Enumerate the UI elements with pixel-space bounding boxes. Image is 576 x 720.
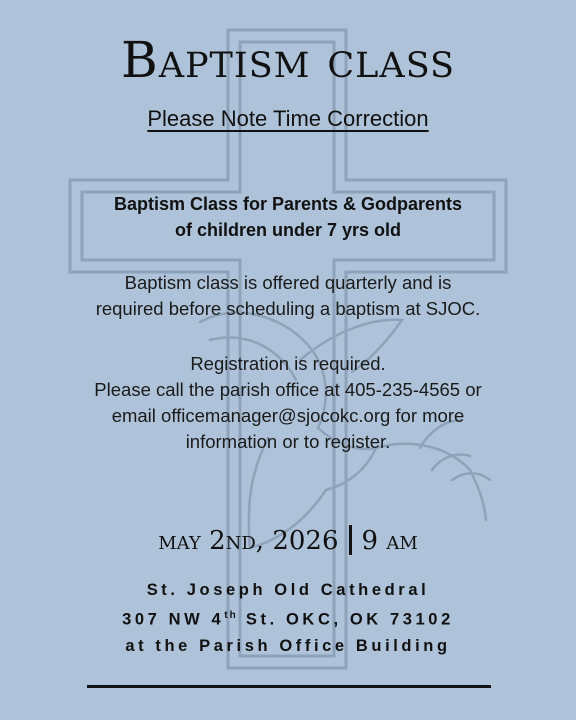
venue-block <box>0 577 576 659</box>
registration-line-1: Registration is required. <box>190 353 386 374</box>
time-correction-notice: Please Note Time Correction <box>147 106 429 131</box>
venue-name: St. Joseph Old Cathedral <box>146 581 430 599</box>
heading-line-2: of children under 7 yrs old <box>174 220 402 240</box>
registration-line-2: Please call the parish office at 405-235-4565 or <box>94 379 482 400</box>
schedule-line-1: Baptism class is offered quarterly and is <box>124 272 452 293</box>
schedule-line-2: required before scheduling a baptism at SJOC. <box>95 298 481 319</box>
date-time-separator <box>349 525 352 555</box>
class-audience-heading <box>60 191 516 243</box>
event-date: may 2nd, 2026 <box>158 526 339 556</box>
event-time: 9 am <box>361 526 418 556</box>
venue-building: at the Parish Office Building <box>125 636 451 655</box>
poster-title: Baptism class <box>120 31 456 89</box>
registration-paragraph <box>40 351 536 455</box>
bottom-divider <box>87 685 491 688</box>
heading-line-1: Baptism Class for Parents & Godparents <box>113 194 463 214</box>
registration-line-4: information or to register. <box>185 431 391 452</box>
registration-line-3: email officemanager@sjocokc.org for more <box>111 405 465 426</box>
event-date-time <box>0 524 576 558</box>
venue-address: 307 NW 4th St. OKC, OK 73102 <box>122 610 454 629</box>
schedule-paragraph <box>40 270 536 322</box>
